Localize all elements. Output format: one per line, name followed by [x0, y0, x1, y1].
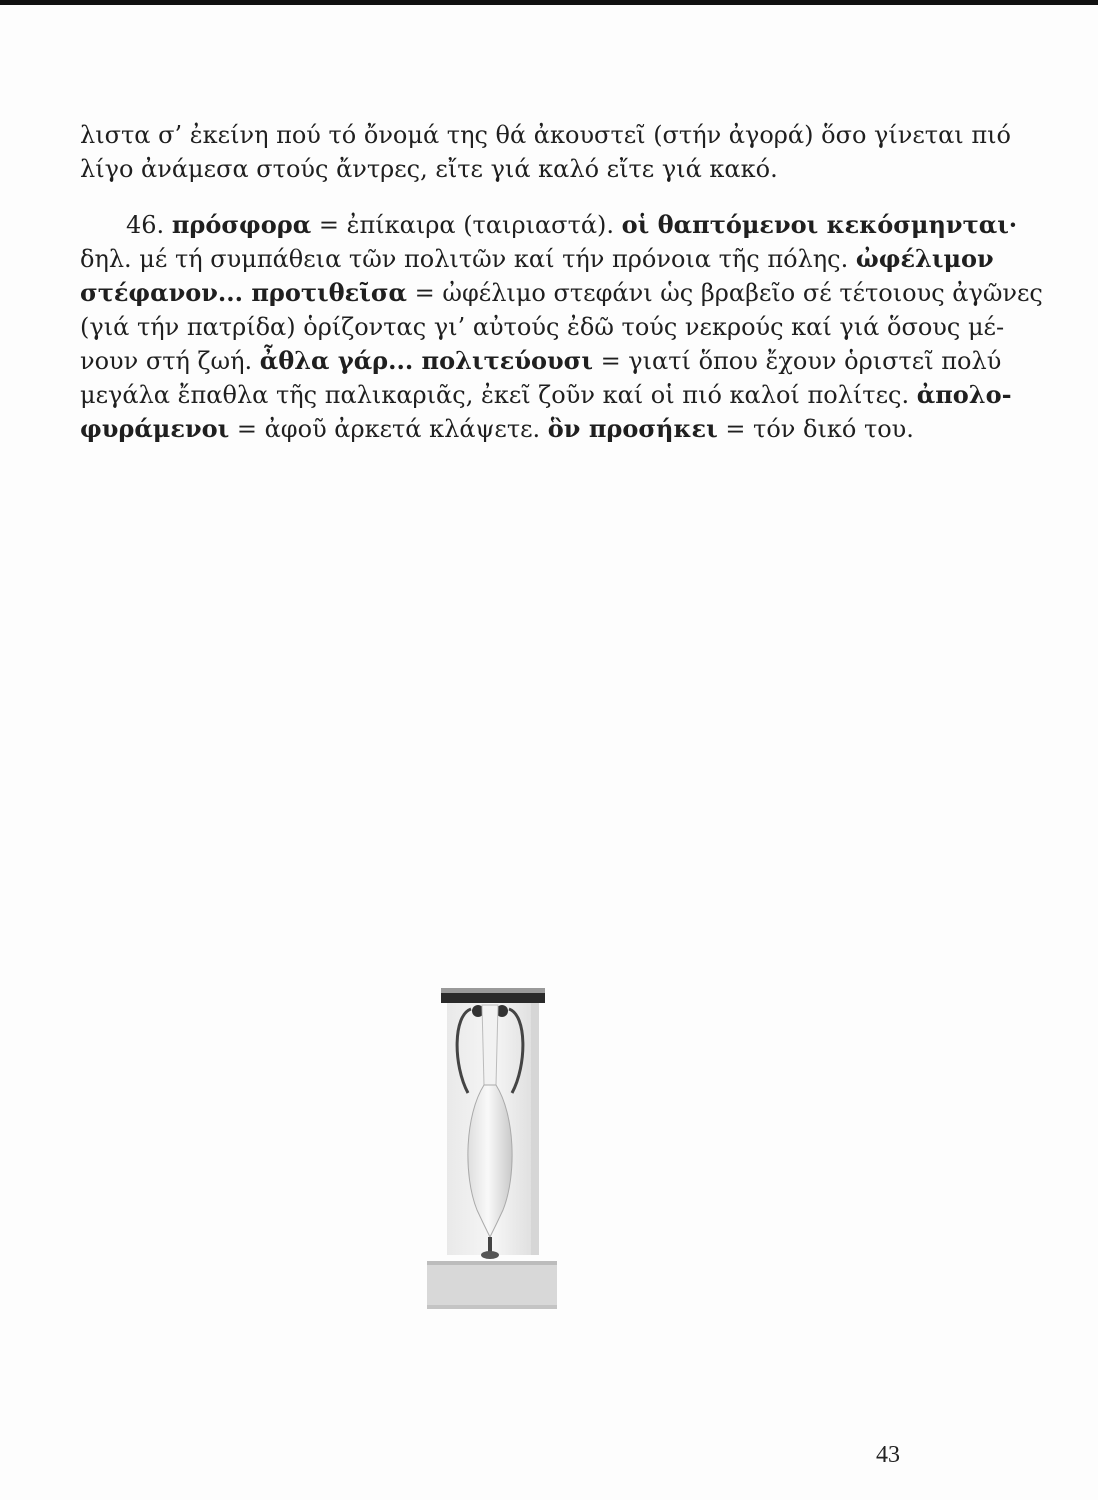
funerary-stele-icon	[405, 975, 580, 1315]
text-line	[80, 344, 1002, 378]
gloss: (γιά τήν πατρίδα) ὁρίζοντας γι’ αὐτούς ἐδῶ τούς νεκρούς καί γιά ὅσους μέ-	[80, 313, 1005, 341]
gloss: = ἀφοῦ ἀρκετά κλάψετε.	[229, 415, 548, 443]
lemma: ἀπολο-	[916, 380, 1012, 409]
gloss: = τόν δικό του.	[717, 415, 914, 443]
paragraph-2	[80, 208, 1043, 446]
page-body	[80, 118, 1043, 446]
paragraph-1	[80, 118, 1011, 186]
gloss: δηλ. μέ τή συμπάθεια τῶν πολιτῶν καί τήν πρόνοια τῆς πόλης.	[80, 245, 856, 273]
lemma: ἆθλα γάρ... πολιτεύουσι	[259, 346, 593, 375]
text-line	[80, 242, 994, 276]
gloss: = ἐπίκαιρα (ταιριαστά).	[311, 211, 622, 239]
lemma: ὃν προσήκει	[547, 414, 718, 443]
text-line	[80, 208, 1018, 242]
text-line	[80, 310, 1005, 344]
gloss: = ὠφέλιμο στεφάνι ὡς βραβεῖο σέ τέτοιους ἀγῶνες	[407, 279, 1043, 307]
gloss: μεγάλα ἔπαθλα τῆς παλικαριᾶς, ἐκεῖ ζοῦν καί οἱ πιό καλοί πολίτες.	[80, 381, 917, 409]
text-line: λιστα σ’ ἐκείνη πού τό ὄνομά της θά ἀκουστεῖ (στήν ἀγορά) ὅσο γίνεται πιό	[80, 121, 1011, 149]
lemma: ὠφέλιμον	[855, 244, 994, 273]
lemma: φυράμενοι	[80, 414, 230, 443]
lemma: οἱ θαπτόμενοι κεκόσμηνται·	[621, 210, 1018, 239]
gloss: νουν στή ζωή.	[80, 347, 260, 375]
text-line	[80, 412, 940, 446]
lemma: πρόσφορα	[171, 210, 312, 239]
lemma: στέφανον... προτιθεῖσα	[80, 278, 408, 307]
page-top-edge	[0, 0, 1098, 5]
stele-figure	[405, 975, 580, 1315]
gloss: = γιατί ὅπου ἔχουν ὁριστεῖ πολύ	[592, 347, 1002, 375]
page-number: 43	[876, 1442, 900, 1468]
text-line: λίγο ἀνάμεσα στούς ἄντρες, εἴτε γιά καλό εἴτε γιά κακό.	[80, 155, 778, 183]
text-line	[80, 378, 1012, 412]
note-number: 46.	[126, 211, 165, 239]
text-line	[80, 276, 1043, 310]
